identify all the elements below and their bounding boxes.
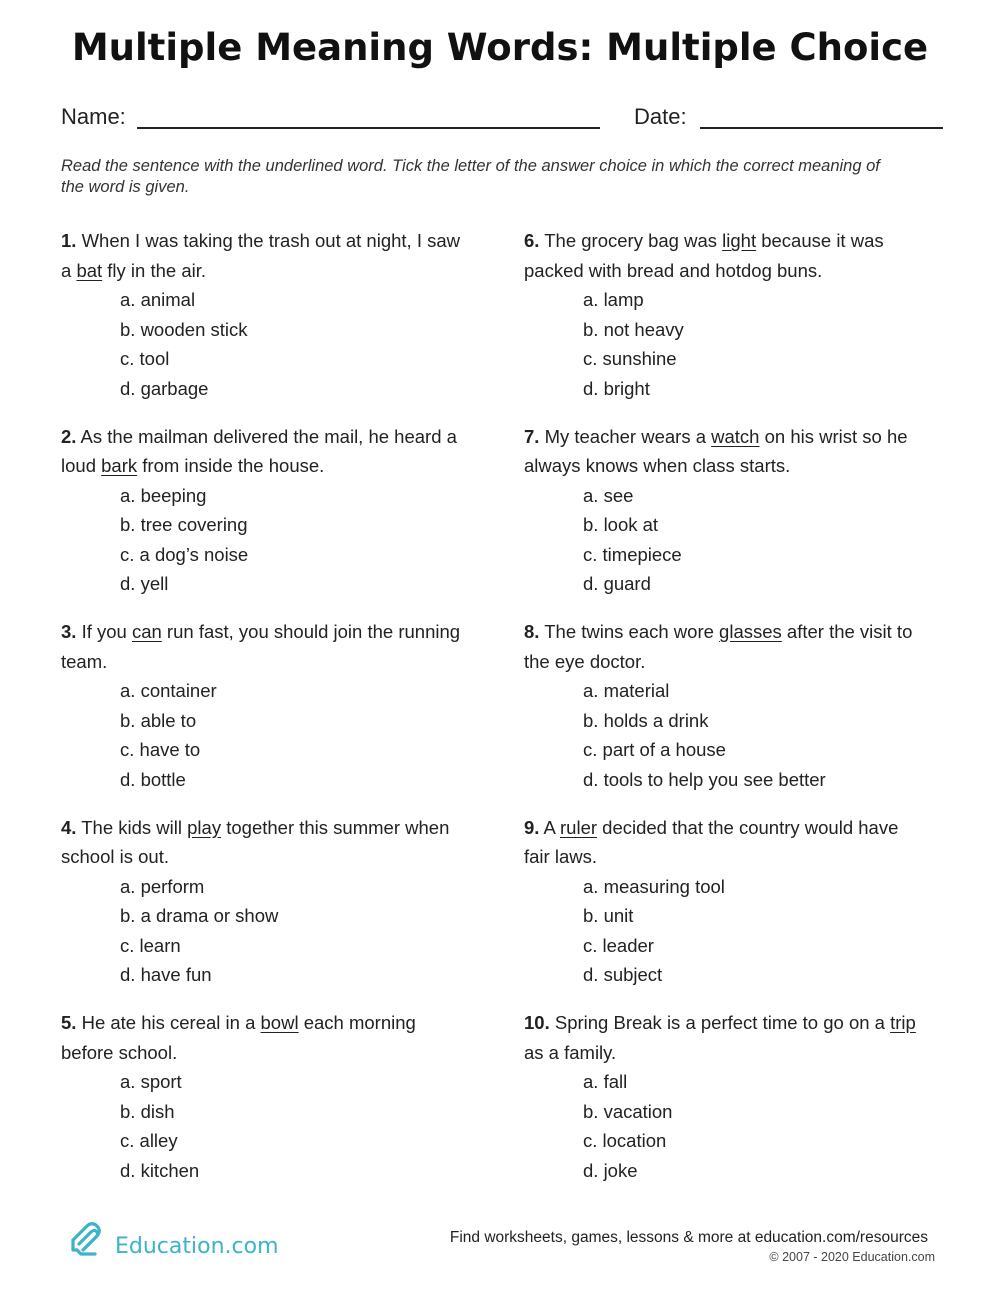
underlined-word: play [187, 816, 222, 838]
question-5 [61, 1008, 461, 1204]
choice-b[interactable]: b. unit [583, 905, 634, 926]
question-number: 7. [524, 425, 540, 447]
choice-list [524, 285, 924, 403]
stem-text: The kids will [76, 816, 188, 838]
choice-d[interactable]: d. garbage [120, 377, 209, 399]
stem-text: each morning before school. [61, 1012, 416, 1063]
name-label: Name: [61, 104, 126, 129]
question-10 [524, 1008, 924, 1204]
choice-list [61, 676, 461, 794]
choice-a[interactable]: a. material [583, 680, 670, 701]
question-stem [61, 226, 461, 285]
choice-c[interactable]: c. location [583, 1130, 667, 1151]
choice-c[interactable]: c. have to [120, 739, 201, 760]
stem-text: He ate his cereal in a [76, 1012, 261, 1033]
choice-a[interactable]: a. see [583, 484, 634, 506]
underlined-word: bark [101, 455, 138, 476]
stem-text: When I was taking the trash out at night, I saw a [61, 230, 460, 281]
choice-b[interactable]: b. able to [120, 709, 197, 731]
choice-c[interactable]: c. leader [583, 934, 654, 956]
question-number: 6. [524, 230, 540, 251]
stem-text: decided that the country would have fair laws. [524, 816, 899, 867]
choice-d[interactable]: d. have fun [120, 964, 212, 985]
choice-b[interactable]: b. vacation [583, 1100, 673, 1122]
date-line[interactable] [700, 127, 943, 129]
choice-a[interactable]: a. beeping [120, 484, 207, 506]
stem-text: The twins each wore [539, 621, 720, 642]
question-number: 5. [61, 1012, 77, 1033]
question-9 [524, 813, 924, 1009]
choice-a[interactable]: a. measuring tool [583, 875, 725, 897]
footer-tagline: Find worksheets, games, lessons & more at education.com/resources [449, 1229, 928, 1246]
choice-list [61, 1067, 461, 1185]
choice-d[interactable]: d. subject [583, 964, 663, 985]
stem-text: on his wrist so he always knows when class starts. [524, 425, 908, 476]
choice-a[interactable]: a. sport [120, 1071, 182, 1092]
question-stem [61, 422, 461, 481]
stem-text: from inside the house. [137, 455, 325, 476]
choice-a[interactable]: a. fall [583, 1071, 628, 1092]
question-stem [61, 813, 461, 872]
education-logo-text: Education.com [115, 1234, 279, 1259]
question-stem [61, 617, 461, 676]
stem-text: run fast, you should join the running team. [61, 621, 461, 672]
choice-b[interactable]: b. not heavy [583, 318, 684, 340]
underlined-word: glasses [719, 621, 782, 642]
choice-b[interactable]: b. wooden stick [120, 318, 248, 340]
stem-text: A [539, 816, 561, 838]
education-logo[interactable] [67, 1220, 279, 1264]
stem-text: after the visit to the eye doctor. [524, 621, 913, 672]
choice-list [524, 481, 924, 599]
choice-d[interactable]: d. tools to help you see better [583, 768, 826, 790]
date-label: Date: [634, 104, 687, 129]
choice-d[interactable]: d. yell [120, 573, 169, 594]
underlined-word: trip [890, 1012, 916, 1033]
choice-c[interactable]: c. part of a house [583, 739, 726, 760]
question-number: 4. [61, 816, 77, 838]
question-4 [61, 813, 461, 1009]
question-stem [524, 617, 924, 676]
question-number: 10. [524, 1012, 550, 1033]
question-stem [524, 1008, 924, 1067]
question-stem [61, 1008, 461, 1067]
choice-d[interactable]: d. bottle [120, 768, 186, 790]
question-stem [524, 422, 924, 481]
choice-c[interactable]: c. learn [120, 934, 181, 956]
choice-b[interactable]: b. tree covering [120, 514, 248, 535]
underlined-word: light [722, 230, 757, 251]
question-number: 1. [61, 230, 77, 251]
underlined-word: watch [711, 425, 760, 447]
name-line[interactable] [137, 127, 600, 129]
stem-text: The grocery bag was [539, 230, 723, 251]
education-logo-icon [67, 1220, 111, 1264]
choice-c[interactable]: c. alley [120, 1130, 178, 1151]
choice-c[interactable]: c. sunshine [583, 348, 677, 369]
stem-text: together this summer when school is out. [61, 816, 450, 867]
choice-a[interactable]: a. container [120, 680, 217, 701]
question-3 [61, 617, 461, 813]
choice-d[interactable]: d. kitchen [120, 1159, 200, 1181]
worksheet-title: Multiple Meaning Words: Multiple Choice [71, 26, 929, 69]
choice-b[interactable]: b. dish [120, 1100, 175, 1122]
question-number: 8. [524, 621, 540, 642]
stem-text: As the mailman delivered the mail, he heard a loud [61, 425, 457, 476]
stem-text: fly in the air. [102, 259, 207, 281]
underlined-word: ruler [560, 816, 598, 838]
stem-text: as a family. [524, 1041, 617, 1063]
choice-a[interactable]: a. lamp [583, 289, 644, 310]
underlined-word: can [131, 621, 162, 642]
question-number: 3. [61, 621, 77, 642]
question-number: 2. [61, 425, 77, 447]
instructions: Read the sentence with the underlined word. Tick the letter of the answer choice in which the correct meaning of the word is given. [61, 157, 880, 196]
choice-c[interactable]: c. a dog’s noise [120, 543, 249, 565]
choice-d[interactable]: d. guard [583, 573, 651, 594]
choice-list [524, 1067, 924, 1185]
question-1 [61, 226, 461, 422]
question-6 [524, 226, 924, 422]
choice-b[interactable]: b. a drama or show [120, 905, 279, 926]
choice-d[interactable]: d. joke [583, 1159, 638, 1181]
choice-a[interactable]: a. animal [120, 289, 196, 310]
underlined-word: bowl [260, 1012, 299, 1033]
question-7 [524, 422, 924, 618]
question-column-right [524, 226, 924, 1204]
question-number: 9. [524, 816, 540, 838]
choice-list [61, 872, 461, 990]
choice-a[interactable]: a. perform [120, 875, 205, 897]
stem-text: If you [76, 621, 132, 642]
choice-c[interactable]: c. timepiece [583, 543, 682, 565]
stem-text: Spring Break is a perfect time to go on a [549, 1012, 891, 1033]
question-stem [524, 813, 924, 872]
footer-copyright: © 2007 - 2020 Education.com [769, 1250, 935, 1264]
question-2 [61, 422, 461, 618]
question-8 [524, 617, 924, 813]
choice-list [524, 872, 924, 990]
choice-c[interactable]: c. tool [120, 348, 170, 369]
underlined-word: bat [76, 259, 103, 281]
question-column-left [61, 226, 461, 1204]
stem-text: because it was packed with bread and hotdog buns. [524, 230, 884, 281]
choice-d[interactable]: d. bright [583, 377, 650, 399]
choice-list [61, 481, 461, 599]
question-stem [524, 226, 924, 285]
choice-b[interactable]: b. look at [583, 514, 659, 535]
stem-text: My teacher wears a [539, 425, 712, 447]
choice-list [524, 676, 924, 794]
choice-list [61, 285, 461, 403]
choice-b[interactable]: b. holds a drink [583, 709, 709, 731]
